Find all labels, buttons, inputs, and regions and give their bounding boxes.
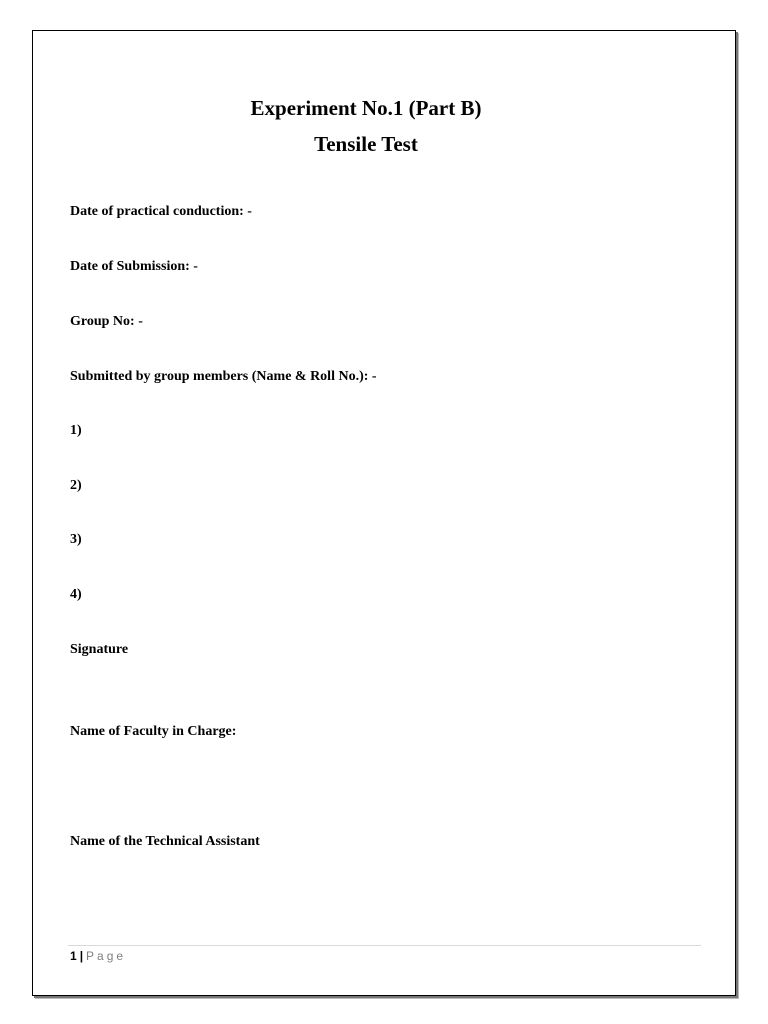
member-4-label: 4)	[70, 587, 82, 602]
footer-divider	[68, 945, 701, 946]
member-2-label: 2)	[70, 478, 82, 493]
signature-label: Signature	[70, 642, 129, 657]
document-title: Experiment No.1 (Part B)	[250, 96, 482, 120]
page-footer	[70, 950, 126, 962]
member-1-label: 1)	[70, 423, 82, 438]
page-number: 1	[70, 949, 77, 963]
page-border	[32, 30, 736, 996]
document-subtitle: Tensile Test	[314, 132, 418, 156]
submitted-by-label: Submitted by group members (Name & Roll No.): -	[70, 369, 377, 384]
group-no-label: Group No: -	[70, 314, 143, 329]
page-label: Page	[86, 949, 127, 963]
member-3-label: 3)	[70, 532, 82, 547]
technical-assistant-label: Name of the Technical Assistant	[70, 834, 260, 849]
footer-separator: |	[79, 949, 84, 963]
faculty-in-charge-label: Name of Faculty in Charge:	[70, 724, 237, 739]
date-of-conduction-label: Date of practical conduction: -	[70, 204, 252, 219]
date-of-submission-label: Date of Submission: -	[70, 259, 198, 274]
